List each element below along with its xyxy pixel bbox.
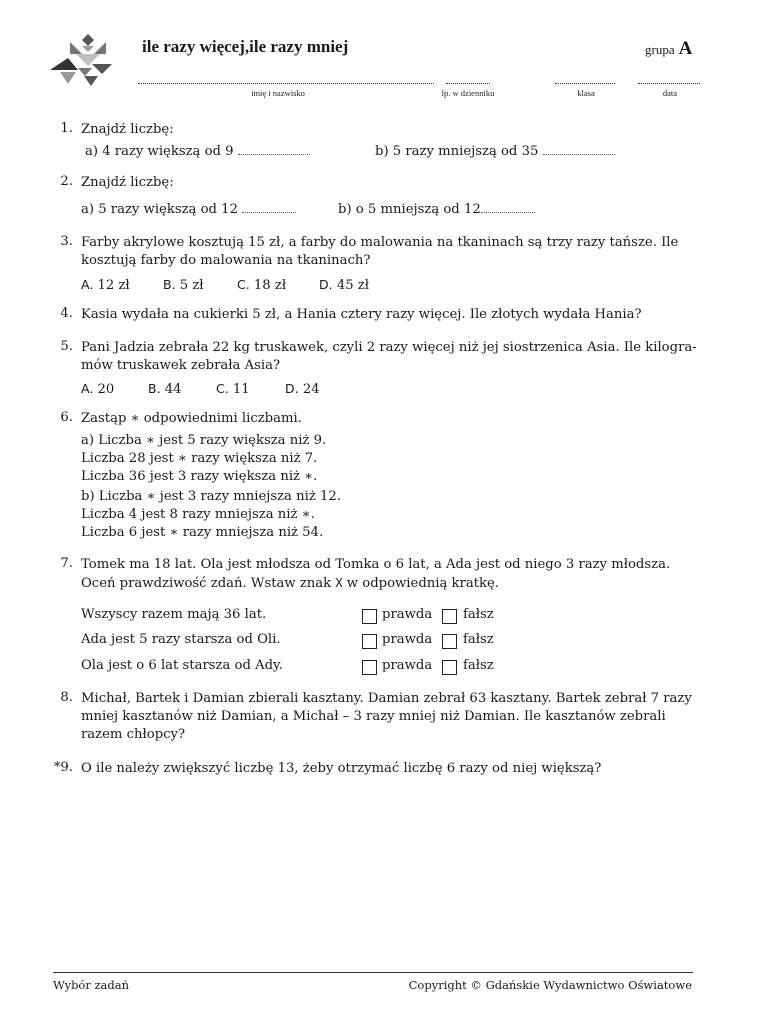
q1-b-answer-field[interactable] (543, 143, 615, 155)
q2-a (81, 201, 296, 220)
class-field-label: klasa (577, 88, 595, 98)
q3-option-d[interactable]: D. 45 zł (319, 277, 370, 293)
q7-s1-false-checkbox[interactable] (442, 609, 457, 624)
q1-a-answer-field[interactable] (238, 143, 310, 155)
q8-line2: mniej kasztanów niż Damian, a Michał – 3 razy mniej niż Damian. Ile kasztanów zebrali (81, 709, 666, 724)
q7-statement-3: Ola jest o 6 lat starsza od Ady. (81, 658, 283, 673)
q5-option-d[interactable]: D. 24 (285, 381, 320, 397)
class-field[interactable] (555, 72, 615, 84)
footer-copyright: Copyright © Gdańskie Wydawnictwo Oświatowe (408, 978, 692, 992)
worksheet-title: ile razy więcej,ile razy mniej (142, 37, 349, 56)
q1-a-text: a) 4 razy większą od 9 (85, 144, 234, 159)
q7-s3-false-checkbox[interactable] (442, 660, 457, 675)
q7-statement-2: Ada jest 5 razy starsza od Oli. (81, 632, 281, 647)
q7-s1-true-label: prawda (382, 607, 433, 622)
q4-text: Kasia wydała na cukierki 5 zł, a Hania cztery razy więcej. Ile złotych wydała Hania? (81, 307, 642, 322)
group-label-text: grupa (645, 42, 675, 57)
q6-line-4: b) Liczba ∗ jest 3 razy mniejsza niż 12. (81, 489, 341, 504)
q6-line-3: Liczba 36 jest 3 razy większa niż ∗. (81, 469, 318, 484)
q1-text: Znajdź liczbę: (81, 122, 174, 137)
date-field[interactable] (638, 72, 700, 84)
q3-line1: Farby akrylowe kosztują 15 zł, a farby do malowania na tkaninach są trzy razy tańsze. Ile (81, 235, 679, 250)
q2-b-answer-field[interactable] (481, 201, 535, 213)
class-number-field-label: lp. w dzienniku (441, 88, 495, 98)
q7-s3-false-label: fałsz (463, 658, 494, 673)
q1-number: 1. (60, 121, 73, 136)
group-label (645, 38, 692, 60)
q2-b (338, 201, 535, 220)
q2-b-text: b) o 5 mniejszą od 12 (338, 202, 481, 217)
q7-s3-true-checkbox[interactable] (362, 660, 377, 675)
q7-s2-true-checkbox[interactable] (362, 634, 377, 649)
q5-option-a[interactable]: A. 20 (81, 381, 115, 397)
class-number-field[interactable] (446, 72, 490, 84)
q7-s1-true-checkbox[interactable] (362, 609, 377, 624)
q7-s2-false-label: fałsz (463, 632, 494, 647)
name-field-label: imię i nazwisko (251, 88, 305, 98)
q5-number: 5. (60, 339, 73, 354)
publisher-logo (48, 32, 116, 88)
q3-option-a[interactable]: A. 12 zł (81, 277, 130, 293)
q7-statement-1: Wszyscy razem mają 36 lat. (81, 607, 267, 622)
q1-b-text: b) 5 razy mniejszą od 35 (375, 144, 539, 159)
q6-line-2: Liczba 28 jest ∗ razy większa niż 7. (81, 451, 318, 466)
q3-number: 3. (60, 234, 73, 249)
q7-s1-false-label: fałsz (463, 607, 494, 622)
q7-number: 7. (60, 556, 73, 571)
q8-number: 8. (60, 690, 73, 705)
q6-line-5: Liczba 4 jest 8 razy mniejsza niż ∗. (81, 507, 315, 522)
q1-a (85, 143, 310, 162)
q7-s2-true-label: prawda (382, 632, 433, 647)
q2-a-answer-field[interactable] (242, 201, 296, 213)
q6-number: 6. (60, 410, 73, 425)
q3-option-c[interactable]: C. 18 zł (237, 277, 287, 293)
name-field[interactable] (138, 72, 434, 84)
q3-option-b[interactable]: B. 5 zł (163, 277, 204, 293)
q2-text: Znajdź liczbę: (81, 175, 174, 190)
mark-symbol: X (335, 576, 343, 590)
q6-line-6: Liczba 6 jest ∗ razy mniejsza niż 54. (81, 525, 324, 540)
q2-number: 2. (60, 174, 73, 189)
date-field-label: data (662, 88, 678, 98)
q4-number: 4. (60, 306, 73, 321)
q5-option-b[interactable]: B. 44 (148, 381, 182, 397)
q8-line1: Michał, Bartek i Damian zbierali kasztany. Damian zebrał 63 kasztany. Bartek zebrał 7 razy (81, 691, 692, 706)
q5-line1: Pani Jadzia zebrała 22 kg truskawek, czyli 2 razy więcej niż jej siostrzenica Asia. Ile kilogra- (81, 340, 697, 355)
footer-divider (53, 972, 693, 973)
q7-s2-false-checkbox[interactable] (442, 634, 457, 649)
q7-line1: Tomek ma 18 lat. Ola jest młodsza od Tomka o 6 lat, a Ada jest od niego 3 razy młodsza. (81, 557, 671, 572)
q5-option-c[interactable]: C. 11 (216, 381, 250, 397)
q3-line2: kosztują farby do malowania na tkaninach? (81, 253, 371, 268)
group-letter: A (678, 38, 693, 59)
q1-b (375, 143, 615, 162)
q9-number: *9. (53, 760, 73, 775)
q2-a-text: a) 5 razy większą od 12 (81, 202, 238, 217)
footer-left-text: Wybór zadań (53, 978, 130, 992)
q9-text: O ile należy zwiększyć liczbę 13, żeby otrzymać liczbę 6 razy od niej większą? (81, 761, 602, 776)
q5-line2: mów truskawek zebrała Asia? (81, 358, 281, 373)
q8-line3: razem chłopcy? (81, 727, 186, 742)
q7-line2: Oceń prawdziwość zdań. Wstaw znak X w odpowiednią kratkę. (81, 576, 499, 591)
q7-s3-true-label: prawda (382, 658, 433, 673)
q6-line-1: a) Liczba ∗ jest 5 razy większa niż 9. (81, 433, 327, 448)
q6-text: Zastąp ∗ odpowiednimi liczbami. (81, 411, 302, 426)
